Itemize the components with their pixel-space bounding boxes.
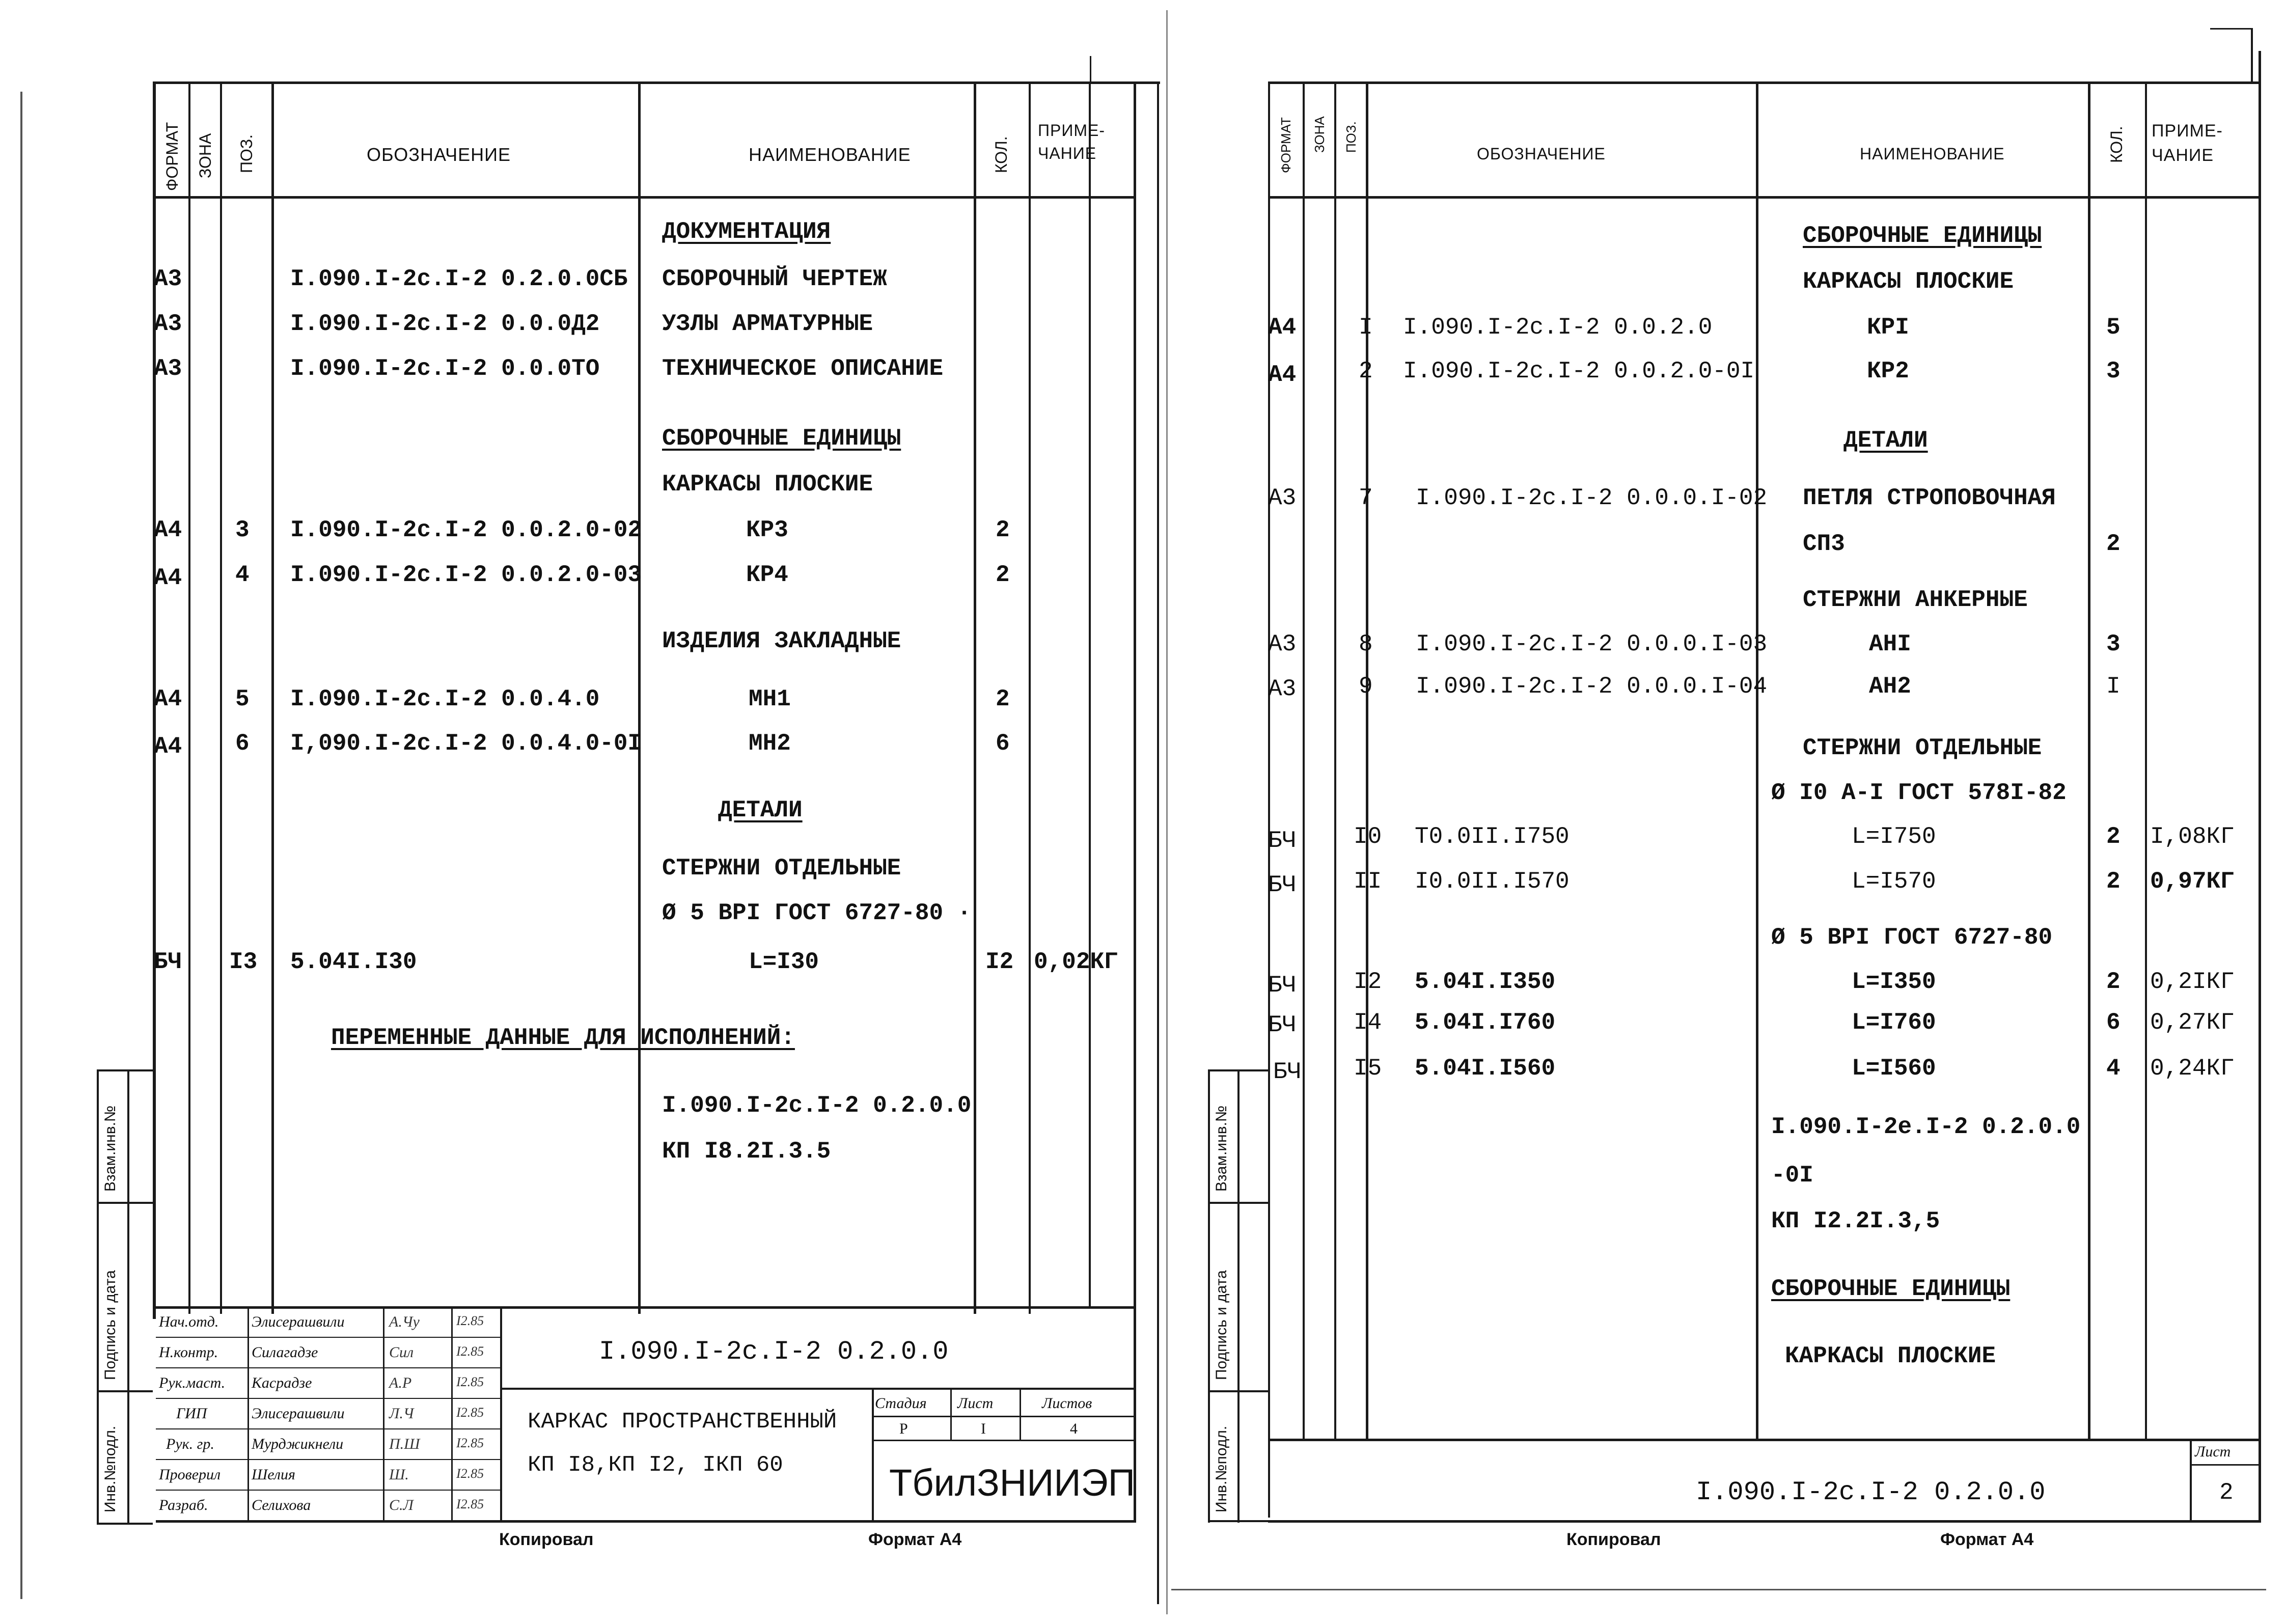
row-note: I,08КГ [2150,823,2235,850]
row-quantity: 3 [2106,358,2121,384]
sign-date: I2.85 [456,1313,484,1328]
row-position: I4 [1354,1009,1382,1036]
row-format: БЧ [1268,972,1297,999]
row-position: I0 [1354,823,1382,850]
row-name: КАРКАСЫ ПЛОСКИЕ [1785,1343,1996,1369]
header-note-line1: ПРИМЕ- [2152,121,2223,141]
side-label-sign-date: Подпись и дата [1213,1270,1230,1380]
row-name: Ø 5 ВРI ГОСТ 6727-80 [1771,924,2053,951]
row-quantity: 2 [996,686,1010,712]
row-quantity: 3 [2106,631,2121,657]
row-name: ПЕТЛЯ СТРОПОВОЧНАЯ [1803,485,2056,511]
row-designation: I0.0II.I570 [1415,868,1570,895]
row-name: СП3 [1803,531,1845,557]
header-position: ПОЗ. [1343,121,1359,153]
header-name: НАИМЕНОВАНИЕ [1860,145,2005,163]
signature: Л.Ч [389,1405,414,1422]
row-quantity: 6 [2106,1009,2121,1036]
signature: С.Л [389,1497,414,1513]
role-label: Н.контр. [159,1344,218,1361]
role-label: Разраб. [159,1497,208,1513]
row-name: L=I560 [1852,1055,1936,1082]
row-format: А4 [1268,314,1297,341]
person-name: Шелия [252,1466,295,1483]
header-format: ФОРМАТ [163,122,181,191]
row-designation: I.090.I-2с.I-2 0.0.0.I-04 [1416,673,1768,700]
role-label: ГИП [176,1405,207,1422]
row-name: Ø 5 ВРI ГОСТ 6727-80 · [662,900,972,926]
sign-date: I2.85 [456,1497,484,1511]
row-name: СБОРОЧНЫЙ ЧЕРТЕЖ [662,266,887,292]
signature: П.Ш [389,1436,420,1452]
header-quantity: КОЛ. [992,136,1010,173]
row-position: II [1354,868,1382,895]
row-name: КП I8.2I.3.5 [662,1138,831,1165]
row-designation: 5.04I.I30 [290,949,417,975]
organization-name: ТбилЗНИИЭП [889,1462,1135,1504]
row-quantity: 2 [996,517,1010,543]
row-designation: I.090.I-2с.I-2 0.0.0.I-02 [1416,485,1768,511]
row-position: 9 [1359,673,1373,700]
row-note: 0,2IКГ [2150,969,2235,995]
header-designation: ОБОЗНАЧЕНИЕ [1477,145,1606,163]
side-label-replace-inv: Взам.инв.№ [102,1105,119,1192]
right-sheet [1171,0,2285,1624]
row-note: 0,27КГ [2150,1009,2235,1036]
section-variable-data: ПЕРЕМЕННЫЕ ДАННЫЕ ДЛЯ ИСПОЛНЕНИЙ: [331,1025,795,1051]
row-designation: Т0.0II.I750 [1415,823,1570,850]
row-position: 7 [1359,485,1373,511]
document-designation: I.090.I-2с.I-2 0.2.0.0 [1696,1477,2046,1507]
role-label: Нач.отд. [159,1313,219,1330]
row-designation: I.090.I-2с.I-2 0.0.2.0-0I [1403,358,1755,384]
row-quantity: I2 [985,949,1014,975]
person-name: Мурджикнели [252,1436,344,1452]
section-assembly-units: СБОРОЧНЫЕ ЕДИНИЦЫ [662,425,901,452]
section-parts: ДЕТАЛИ [718,797,803,823]
row-quantity: 2 [2106,868,2121,895]
row-quantity: 2 [996,562,1010,588]
row-designation: I.090.I-2с.I-2 0.0.2.0-03 [290,562,642,588]
header-note-line1: ПРИМЕ- [1038,121,1105,140]
row-designation: 5.04I.I560 [1415,1055,1556,1082]
header-format: ФОРМАТ [1278,117,1293,173]
row-designation: 5.04I.I350 [1415,969,1556,995]
header-zone: ЗОНА [1312,116,1327,153]
row-name: КР2 [1867,358,1909,384]
role-label: Рук.маст. [159,1374,226,1391]
role-label: Рук. гр. [166,1436,214,1452]
row-format: А3 [154,266,182,292]
row-name: L=I350 [1852,969,1936,995]
row-quantity: 5 [2106,314,2121,341]
row-designation: I.090.I-2с.I-2 0.0.0Д2 [290,311,600,337]
row-name: УЗЛЫ АРМАТУРНЫЕ [662,311,873,337]
side-label-inv-orig: Инв.№подл. [1213,1425,1230,1512]
footer-format: Формат А4 [868,1530,962,1549]
row-name: МН1 [749,686,791,712]
row-format: А4 [154,517,182,543]
row-designation: 5.04I.I760 [1415,1009,1556,1036]
row-position: 8 [1359,631,1373,657]
header-designation: ОБОЗНАЧЕНИЕ [367,144,511,165]
section-assembly-units: СБОРОЧНЫЕ ЕДИНИЦЫ [1803,223,2042,249]
row-name: СТЕРЖНИ ОТДЕЛЬНЫЕ [1803,735,2042,761]
row-position: 5 [235,686,250,712]
row-position: 6 [235,730,250,757]
row-name: I.090.I-2с.I-2 0.2.0.0 [662,1092,972,1119]
row-designation: I.090.I-2с.I-2 0.0.2.0-02 [290,517,642,543]
row-position: 2 [1359,358,1373,384]
row-position: I3 [229,949,258,975]
sign-date: I2.85 [456,1436,484,1450]
row-name: I.090.I-2е.I-2 0.2.0.0 [1771,1114,2081,1140]
sheet-label: Лист [957,1395,994,1412]
signature: А.Чу [389,1313,420,1330]
role-label: Проверил [159,1466,221,1483]
row-name: КП I2.2I.3,5 [1771,1208,1940,1234]
sign-date: I2.85 [456,1344,484,1359]
row-name: КР4 [746,562,788,588]
row-format: А4 [154,565,182,591]
sheet-value: 2 [2219,1479,2234,1506]
row-position: 3 [235,517,250,543]
row-name: КР3 [746,517,788,543]
header-zone: ЗОНА [196,133,214,178]
row-format: А3 [154,355,182,382]
row-name: -0I [1771,1162,1813,1189]
row-note: 0,24КГ [2150,1055,2235,1082]
row-name: КАРКАСЫ ПЛОСКИЕ [1803,268,2014,295]
header-note-line2: ЧАНИЕ [1038,144,1097,162]
document-designation: I.090.I-2с.I-2 0.2.0.0 [599,1337,949,1367]
row-designation: I.090.I-2с.I-2 0.0.0ТО [290,355,600,382]
row-quantity: 2 [2106,969,2121,995]
section-assembly-units: СБОРОЧНЫЕ ЕДИНИЦЫ [1771,1276,2011,1302]
row-note: 0,97КГ [2150,868,2235,895]
row-name: СТЕРЖНИ ОТДЕЛЬНЫЕ [662,855,901,882]
row-name: СТЕРЖНИ АНКЕРНЫЕ [1803,587,2028,613]
person-name: Силагадзе [252,1344,318,1361]
section-parts: ДЕТАЛИ [1843,427,1928,454]
row-position: I [1359,314,1373,341]
row-quantity: 4 [2106,1055,2121,1082]
person-name: Касрадзе [252,1374,312,1391]
row-name: КРI [1867,314,1909,341]
sign-date: I2.85 [456,1405,484,1420]
row-format: А3 [154,311,182,337]
side-label-sign-date: Подпись и дата [102,1270,119,1380]
row-quantity: I [2106,673,2121,700]
title-block [156,1306,1134,1523]
row-designation: I.090.I-2с.I-2 0.0.2.0 [1403,314,1713,341]
row-name: L=I30 [749,949,819,975]
footer-copied: Копировал [499,1530,594,1549]
row-name: АНI [1869,631,1911,657]
row-designation: I.090.I-2с.I-2 0.2.0.0СБ [290,266,628,292]
row-name: L=I750 [1852,823,1936,850]
row-format: А4 [1268,362,1297,388]
header-note-line2: ЧАНИЕ [2152,146,2214,165]
document-name-line1: КАРКАС ПРОСТРАНСТВЕННЫЙ [528,1409,837,1435]
row-designation: I,090.I-2с.I-2 0.0.4.0-0I [290,730,642,757]
sign-date: I2.85 [456,1466,484,1481]
row-designation: I.090.I-2с.I-2 0.0.0.I-03 [1416,631,1768,657]
row-name: ИЗДЕЛИЯ ЗАКЛАДНЫЕ [662,628,901,654]
document-name-line2: КП I8,КП I2, IКП 60 [528,1452,783,1478]
row-name: L=I570 [1852,868,1936,895]
sheets-label: Листов [1042,1395,1092,1412]
row-format: БЧ [1268,872,1297,898]
footer-copied: Копировал [1566,1530,1661,1549]
sheet-value: I [981,1420,986,1437]
header-position: ПОЗ. [237,134,256,173]
row-name: ТЕХНИЧЕСКОЕ ОПИСАНИЕ [662,355,944,382]
fold-line [1166,10,1168,1614]
row-format: А3 [1268,631,1297,657]
sheets-value: 4 [1070,1420,1078,1437]
person-name: Селихова [252,1497,311,1513]
signature: Сил [389,1344,414,1361]
row-note: 0,02КГ [1034,949,1118,975]
row-position: 4 [235,562,250,588]
stage-label: Стадия [875,1395,927,1412]
row-name: КАРКАСЫ ПЛОСКИЕ [662,471,873,498]
stage-value: Р [899,1420,908,1437]
footer-format: Формат А4 [1940,1530,2034,1549]
row-position: I2 [1354,969,1382,995]
row-name: Ø I0 А-I ГОСТ 578I-82 [1771,780,2067,806]
section-documentation: ДОКУМЕНТАЦИЯ [662,218,831,245]
header-quantity: КОЛ. [2107,126,2126,163]
row-name: АН2 [1869,673,1911,700]
row-quantity: 6 [996,730,1010,757]
signature: А.Р [389,1374,412,1391]
row-quantity: 2 [2106,823,2121,850]
row-format: БЧ [1268,1012,1297,1038]
row-position: I5 [1354,1055,1382,1082]
row-name: L=I760 [1852,1009,1936,1036]
person-name: Элисерашвили [252,1313,345,1330]
side-label-replace-inv: Взам.инв.№ [1213,1105,1230,1192]
row-quantity: 2 [2106,531,2121,557]
signature: Ш. [389,1466,409,1483]
side-label-inv-orig: Инв.№подл. [102,1425,119,1512]
row-format: БЧ [1268,828,1297,854]
row-format: БЧ [1273,1059,1302,1085]
row-format: А4 [154,733,182,760]
row-format: А4 [154,686,182,712]
row-format: А3 [1268,485,1297,511]
sign-date: I2.85 [456,1374,484,1389]
row-name: МН2 [749,730,791,757]
sheet-label: Лист [2195,1443,2231,1460]
person-name: Элисерашвили [252,1405,345,1422]
row-designation: I.090.I-2с.I-2 0.0.4.0 [290,686,600,712]
row-format: А3 [1268,676,1297,702]
header-name: НАИМЕНОВАНИЕ [749,144,911,165]
row-format: БЧ [154,949,182,975]
